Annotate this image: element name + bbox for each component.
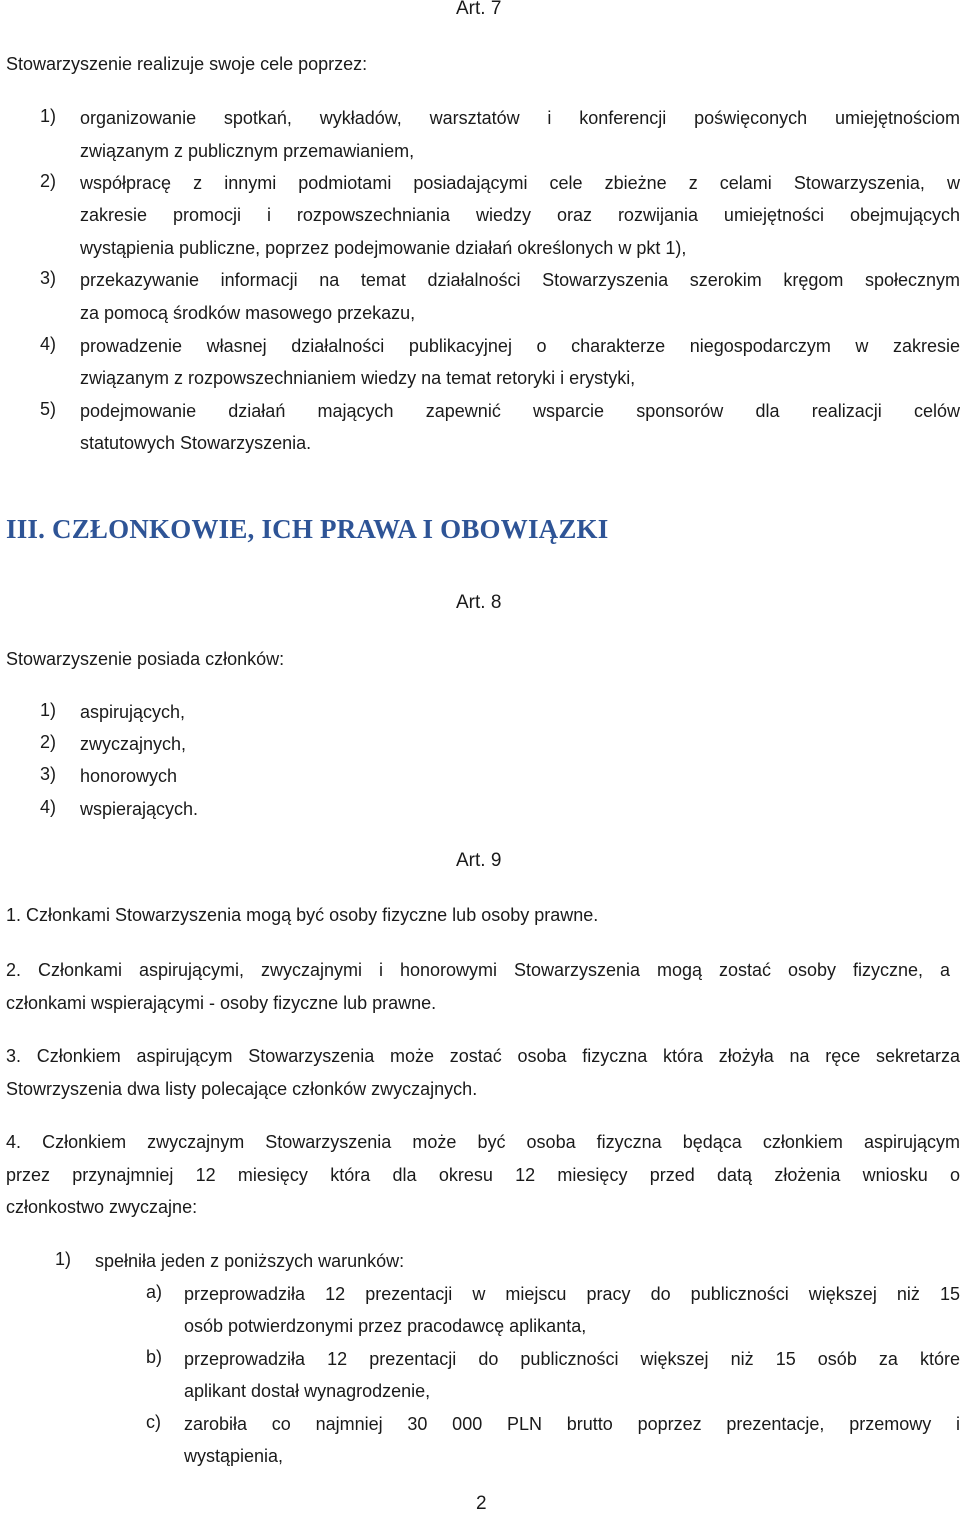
- list-item-line: przeprowadziła 12 prezentacji do publiczności większej niż 15 osób za które: [184, 1349, 960, 1369]
- article-8-title: Art. 8: [456, 592, 502, 613]
- list-item-line: podejmowanie działań mających zapewnić wsparcie sponsorów dla realizacji celów: [80, 401, 960, 421]
- list-number: 1): [40, 106, 57, 126]
- article-8-intro: Stowarzyszenie posiada członków:: [6, 649, 285, 669]
- list-item-line: osób potwierdzonymi przez pracodawcę aplikanta,: [184, 1316, 587, 1336]
- list-letter: c): [146, 1412, 161, 1432]
- list-item-line: wystąpienia,: [184, 1446, 284, 1466]
- list-item-line: związanym z rozpowszechnianiem wiedzy na temat retoryki i erystyki,: [80, 368, 636, 388]
- article-9-paragraph-3: 3. Członkiem aspirującym Stowarzyszenia może zostać osoba fizyczna która złożyła na ręce sekretarza: [6, 1046, 960, 1066]
- article-9-title: Art. 9: [456, 850, 502, 871]
- list-item: zwyczajnych,: [80, 734, 187, 754]
- list-item-line: współpracę z innymi podmiotami posiadającymi cele zbieżne z celami Stowarzyszenia, w: [80, 173, 960, 193]
- list-item: aspirujących,: [80, 702, 186, 722]
- list-number: 4): [40, 334, 57, 354]
- article-9-paragraph-4: przez przynajmniej 12 miesięcy która dla okresu 12 miesięcy przed datą złożenia wniosku o: [6, 1165, 960, 1185]
- list-item-line: za pomocą środków masowego przekazu,: [80, 303, 416, 323]
- article-9-paragraph-3: Stowrzyszenia dwa listy polecające członków zwyczajnych.: [6, 1079, 478, 1099]
- article-7-title: Art. 7: [456, 0, 502, 19]
- list-number: 3): [40, 268, 57, 288]
- article-9-paragraph-1: 1. Członkami Stowarzyszenia mogą być osoby fizyczne lub osoby prawne.: [6, 905, 599, 925]
- list-item-line: statutowych Stowarzyszenia.: [80, 433, 312, 453]
- list-number: 5): [40, 399, 57, 419]
- article-7-intro: Stowarzyszenie realizuje swoje cele poprzez:: [6, 54, 368, 74]
- list-item-line: zarobiła co najmniej 30 000 PLN brutto poprzez prezentacje, przemowy i: [184, 1414, 960, 1434]
- list-item: wspierających.: [80, 799, 199, 819]
- list-item-line: związanym z publicznym przemawianiem,: [80, 141, 415, 161]
- article-9-paragraph-4: członkostwo zwyczajne:: [6, 1197, 198, 1217]
- list-number: 1): [55, 1249, 72, 1269]
- list-item: honorowych: [80, 766, 178, 786]
- list-letter: a): [146, 1282, 163, 1302]
- list-item-line: zakresie promocji i rozpowszechniania wiedzy oraz rozwijania umiejętności obejmujących: [80, 205, 960, 225]
- list-number: 1): [40, 700, 57, 720]
- list-letter: b): [146, 1347, 163, 1367]
- section-heading: III. CZŁONKOWIE, ICH PRAWA I OBOWIĄZKI: [6, 514, 609, 544]
- article-9-paragraph-2: 2. Członkami aspirującymi, zwyczajnymi i honorowymi Stowarzyszenia mogą zostać osoby fizyczne, a: [6, 960, 950, 980]
- list-number: 3): [40, 764, 57, 784]
- article-9-paragraph-2: członkami wspierającymi - osoby fizyczne lub prawne.: [6, 993, 437, 1013]
- page-number: 2: [476, 1493, 487, 1514]
- list-number: 4): [40, 797, 57, 817]
- list-number: 2): [40, 732, 57, 752]
- list-item: spełniła jeden z poniższych warunków:: [95, 1251, 405, 1271]
- list-item-line: przekazywanie informacji na temat działalności Stowarzyszenia szerokim kręgom społecznym: [80, 270, 960, 290]
- list-item-line: przeprowadziła 12 prezentacji w miejscu pracy do publiczności większej niż 15: [184, 1284, 960, 1304]
- list-item-line: aplikant dostał wynagrodzenie,: [184, 1381, 431, 1401]
- list-item-line: prowadzenie własnej działalności publikacyjnej o charakterze niegospodarczym w zakresie: [80, 336, 960, 356]
- article-9-paragraph-4: 4. Członkiem zwyczajnym Stowarzyszenia może być osoba fizyczna będąca członkiem aspirującym: [6, 1132, 960, 1152]
- list-number: 2): [40, 171, 57, 191]
- list-item-line: wystąpienia publiczne, poprzez podejmowanie działań określonych w pkt 1),: [80, 238, 687, 258]
- list-item-line: organizowanie spotkań, wykładów, warsztatów i konferencji poświęconych umiejętnościom: [80, 108, 960, 128]
